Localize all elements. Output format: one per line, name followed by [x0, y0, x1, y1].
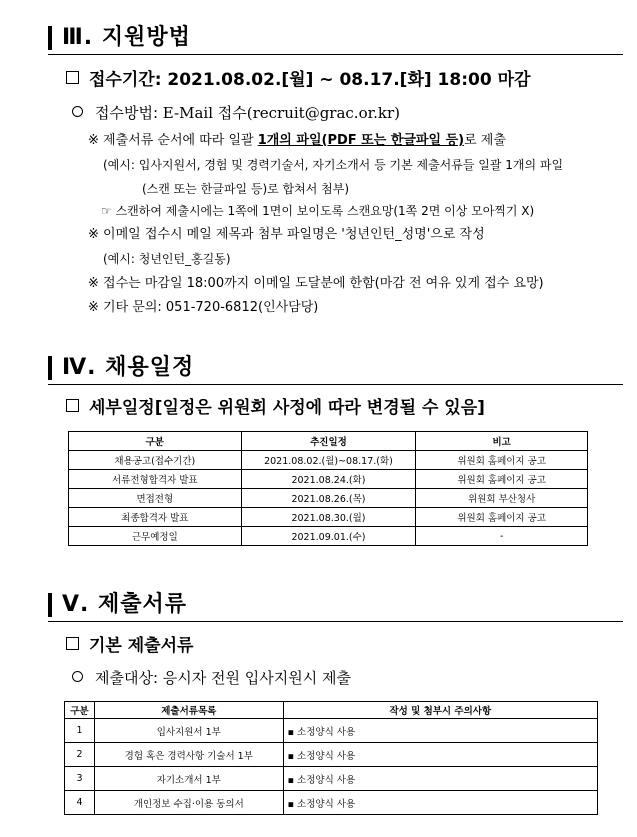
documents-table: [64, 701, 598, 815]
table-cell: 근무예정일: [69, 527, 242, 546]
table-row: [65, 743, 598, 767]
schedule-heading: [66, 398, 485, 418]
section-3-title: Ⅲ. 지원방법: [48, 26, 191, 50]
section-5-title: Ⅴ. 제출서류: [48, 593, 187, 617]
table-cell: 채용공고(접수기간): [69, 451, 242, 470]
deadline-heading: [66, 70, 530, 90]
table-header-row: [65, 702, 598, 719]
deadline-text: 접수기간: 2021.08.02.[월] ~ 08.17.[화] 18:00 마감: [89, 70, 531, 90]
table-row: [69, 470, 588, 489]
note-1-scan: ☞ 스캔하여 제출시에는 1쪽에 1면이 보이도록 스캔요망(1쪽 2면 이상 모아찍기 X): [101, 204, 535, 218]
table-row: [65, 719, 598, 743]
header-cell: 구분: [69, 432, 242, 451]
target-text: 제출대상: 응시자 전원 입사지원시 제출: [95, 669, 351, 687]
documents-heading: [66, 636, 193, 656]
table-cell: 위원회 홈페이지 공고: [416, 470, 588, 489]
header-cell: 작성 및 첨부시 주의사항: [283, 702, 597, 719]
table-cell: 3: [65, 767, 95, 791]
section-4-title: Ⅳ. 채용일정: [48, 356, 194, 380]
table-cell: 면접전형: [69, 489, 242, 508]
method-label: 접수방법:: [95, 104, 159, 122]
note-1-part-c: 로 제출: [464, 133, 506, 148]
note-1-example: (예시: 입사지원서, 경험 및 경력기술서, 자기소개서 등 기본 제출서류들 일괄 1개의 파일: [103, 158, 564, 172]
table-cell: 자기소개서 1부: [94, 767, 283, 791]
note-2: ※ 이메일 접수시 메일 제목과 첨부 파일명은 '청년인턴_성명'으로 작성: [88, 227, 485, 242]
header-cell: 비고: [416, 432, 588, 451]
checkbox-square-icon: [66, 637, 79, 650]
header-cell: 구분: [65, 702, 95, 719]
note-1-example-2: (스캔 또는 한글파일 등)로 합쳐서 첨부): [142, 182, 349, 196]
table-cell: 위원회 홈페이지 공고: [416, 451, 588, 470]
table-row: [65, 791, 598, 815]
note-1: [88, 133, 506, 149]
checkbox-square-icon: [66, 399, 79, 412]
table-cell: 위원회 홈페이지 공고: [416, 508, 588, 527]
table-header-row: [69, 432, 588, 451]
section-3-rule: [48, 54, 623, 55]
table-row: [69, 489, 588, 508]
note-2-example: (예시: 청년인턴_홍길동): [103, 252, 231, 266]
circle-bullet-icon: [72, 671, 83, 682]
table-cell: 2021.08.02.(월)~08.17.(화): [241, 451, 416, 470]
method-value: E-Mail 접수(recruit@grac.or.kr): [162, 104, 401, 122]
method-line: [72, 104, 400, 122]
circle-bullet-icon: [72, 106, 83, 117]
table-cell: 서류전형합격자 발표: [69, 470, 242, 489]
table-row: [69, 451, 588, 470]
header-cell: 제출서류목록: [94, 702, 283, 719]
table-cell: 2021.08.24.(화): [241, 470, 416, 489]
table-cell: 입사지원서 1부: [94, 719, 283, 743]
header-cell: 추진일정: [241, 432, 416, 451]
table-row: [65, 767, 598, 791]
table-cell: 4: [65, 791, 95, 815]
table-cell: ▪ 소정양식 사용: [283, 791, 597, 815]
table-cell: 1: [65, 719, 95, 743]
schedule-table: [68, 431, 588, 546]
table-cell: 경험 혹은 경력사항 기술서 1부: [94, 743, 283, 767]
table-cell: 2: [65, 743, 95, 767]
table-row: [69, 527, 588, 546]
table-cell: 2021.09.01.(수): [241, 527, 416, 546]
table-cell: ▪ 소정양식 사용: [283, 767, 597, 791]
note-1-part-b: 1개의 파일(PDF 또는 한글파일 등): [257, 133, 465, 148]
table-cell: 최종합격자 발표: [69, 508, 242, 527]
table-cell: 2021.08.30.(월): [241, 508, 416, 527]
target-line: [72, 669, 351, 687]
table-cell: ▪ 소정양식 사용: [283, 743, 597, 767]
note-4: ※ 기타 문의: 051-720-6812(인사담당): [88, 300, 319, 315]
section-5-rule: [48, 621, 623, 622]
schedule-heading-text: 세부일정[일정은 위원회 사정에 따라 변경될 수 있음]: [89, 398, 485, 418]
table-cell: 2021.08.26.(목): [241, 489, 416, 508]
table-row: [69, 508, 588, 527]
table-cell: 위원회 부산청사: [416, 489, 588, 508]
table-cell: ▪ 소정양식 사용: [283, 719, 597, 743]
documents-heading-text: 기본 제출서류: [89, 636, 194, 656]
checkbox-square-icon: [66, 71, 79, 84]
table-cell: -: [416, 527, 588, 546]
section-4-rule: [48, 384, 623, 385]
note-3: ※ 접수는 마감일 18:00까지 이메일 도달분에 한함(마감 전 여유 있게 접수 요망): [88, 276, 544, 291]
note-1-part-a: ※ 제출서류 순서에 따라 일괄: [88, 133, 258, 148]
table-cell: 개인정보 수집·이용 동의서: [94, 791, 283, 815]
